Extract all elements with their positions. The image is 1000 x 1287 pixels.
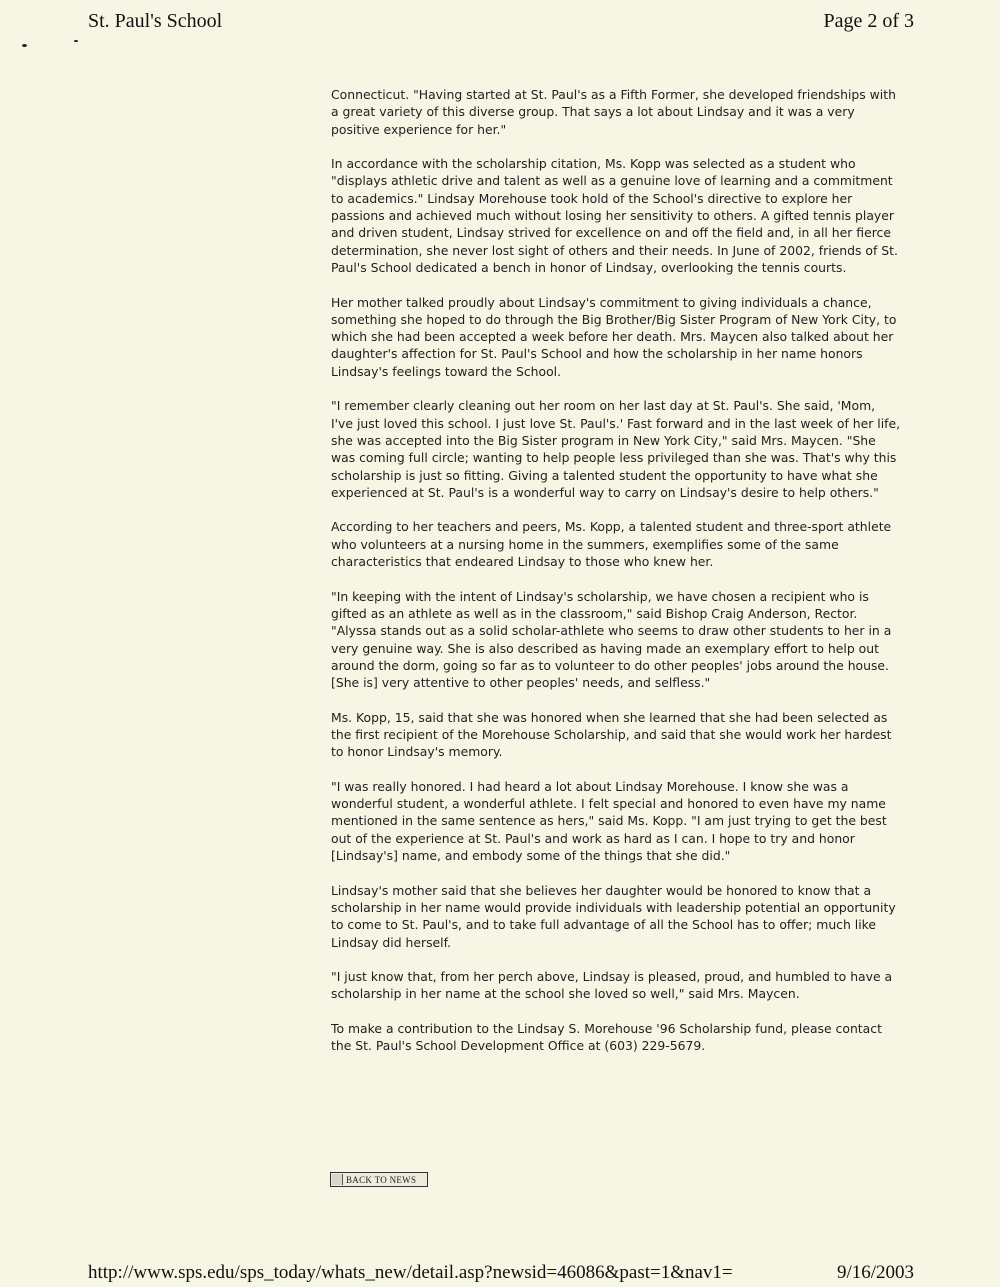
article-paragraph: Ms. Kopp, 15, said that she was honored when she learned that she had been selected as the first recipient of the Morehouse Scholarship, and said that she would work her hardest to honor Lindsay's memory. [331,709,892,760]
scan-speck [22,44,27,47]
article-body [331,86,901,1072]
back-to-news-label: BACK TO NEWS [346,1174,417,1185]
article-paragraph: "I just know that, from her perch above, Lindsay is pleased, proud, and humbled to have a scholarship in her name at the school she loved so well," said Mrs. Maycen. [331,969,893,1002]
back-to-news-button[interactable] [330,1172,428,1187]
article-paragraph: Connecticut. "Having started at St. Paul's as a Fifth Former, she developed friendships with a great variety of this diverse group. That says a lot about Lindsay and it was a very positive experience for her." [331,87,896,137]
scan-speck [74,40,78,42]
article-paragraph: "I remember clearly cleaning out her room on her last day at St. Paul's. She said, 'Mom, I've just loved this school. I just love St. Paul's.' Fast forward and in the last week of her life, she was accepted into the Big Sister program in New York City," said Mrs. Maycen. "She was coming full circle; wanting to help people less privileged than she was. That's why this scholarship is just so fitting. Giving a talented student the opportunity to have what she experienced at St. Paul's is a wonderful way to carry on Lindsay's desire to help others." [331,398,901,500]
print-header-page-indicator: Page 2 of 3 [823,10,914,32]
article-paragraph: Her mother talked proudly about Lindsay's commitment to giving individuals a chance, something she hoped to do through the Big Brother/Big Sister Program of New York City, to which she had been accepted a week before her death. Mrs. Maycen also talked about her daughter's affection for St. Paul's School and how the scholarship in her name honors Lindsay's feelings toward the School. [331,294,897,379]
print-footer-url: http://www.sps.edu/sps_today/whats_new/detail.asp?newsid=46086&past=1&nav1= [88,1262,733,1283]
print-header-site-title: St. Paul's School [88,10,223,32]
article-paragraph: To make a contribution to the Lindsay S. Morehouse '96 Scholarship fund, please contact the St. Paul's School Development Office at (603) 229-5679. [331,1021,882,1054]
article-paragraph: "In keeping with the intent of Lindsay's scholarship, we have chosen a recipient who is gifted as an athlete as well as in the classroom," said Bishop Craig Anderson, Rector. "Alyssa stands out as a solid scholar-athlete who seems to draw other students to her in a very genuine way. She is also described as having made an exemplary effort to help out around the dorm, going so far as to volunteer to do other peoples' jobs around the house. [She is] very attentive to other peoples' needs, and selfless." [331,588,892,691]
back-arrow-icon [332,1174,343,1185]
article-paragraph: According to her teachers and peers, Ms. Kopp, a talented student and three-sport athlete who volunteers at a nursing home in the summers, exemplifies some of the same characteristics that endeared Lindsay to those who knew her. [331,519,892,570]
article-paragraph: "I was really honored. I had heard a lot about Lindsay Morehouse. I know she was a wonderful student, a wonderful athlete. I felt special and honored to even have my name mentioned in the same sentence as hers," said Ms. Kopp. "I am just trying to get the best out of the experience at St. Paul's and work as hard as I can. I hope to try and honor [Lindsay's] name, and embody some of the things that she did." [331,778,887,864]
print-footer-date: 9/16/2003 [836,1262,914,1283]
article-paragraph: Lindsay's mother said that she believes her daughter would be honored to know that a scholarship in her name would provide individuals with leadership potential an opportunity to come to St. Paul's, and to take full advantage of all the School has to offer; much like Lindsay did herself. [331,882,896,950]
article-paragraph: In accordance with the scholarship citation, Ms. Kopp was selected as a student who "displays athletic drive and talent as well as a genuine love of learning and a commitment to academics." Lindsay Morehouse took hold of the School's directive to explore her passions and achieved much without losing her sensitivity to others. A gifted tennis player and driven student, Lindsay strived for excellence on and off the field and, in all her fierce determination, she never lost sight of others and their needs. In June of 2002, friends of St. Paul's School dedicated a bench in honor of Lindsay, overlooking the tennis courts. [331,156,898,275]
